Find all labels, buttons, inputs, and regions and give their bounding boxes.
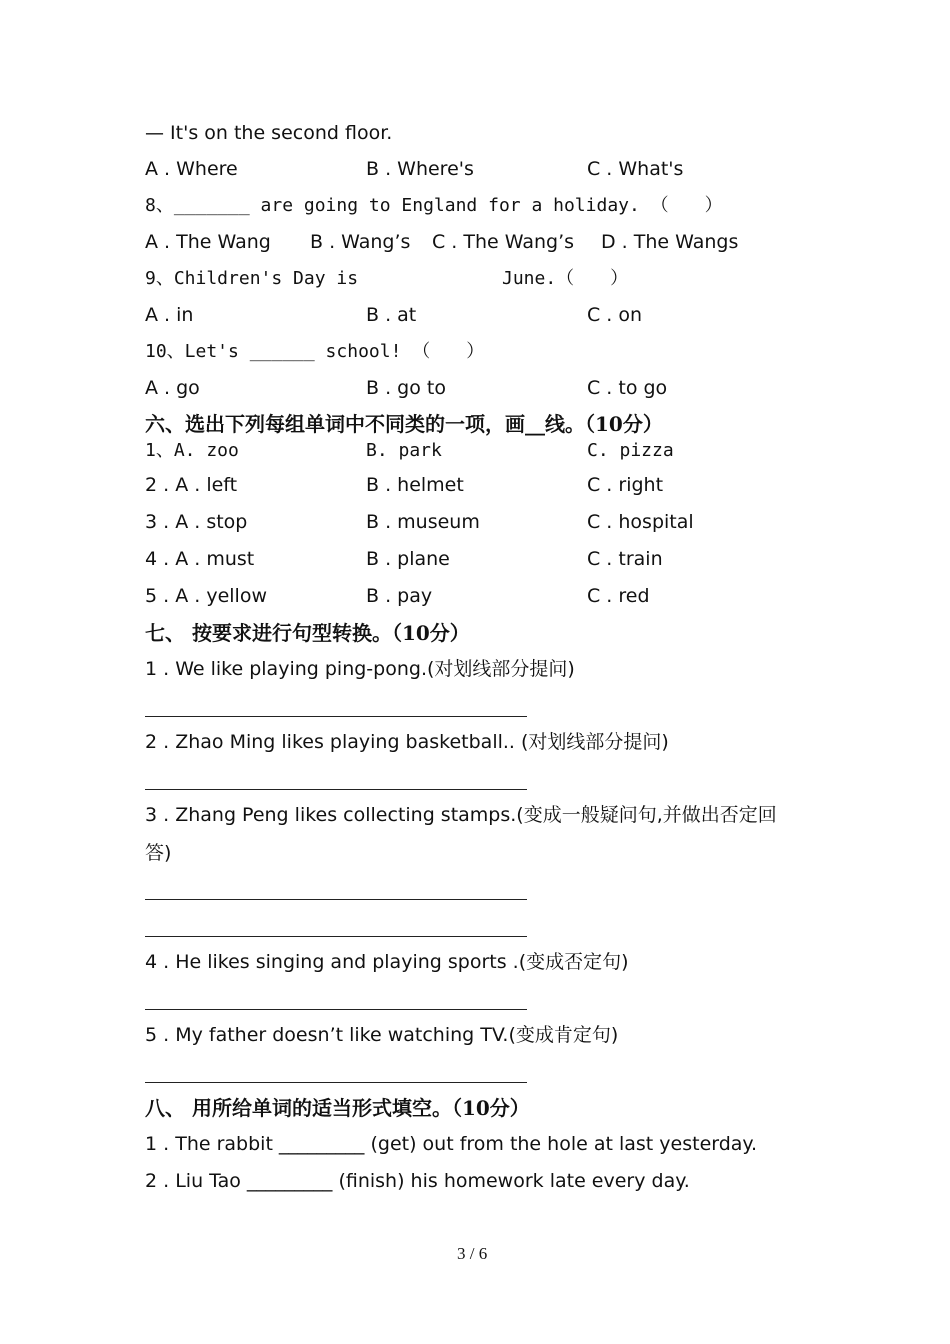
fill-item-2: 2 . Liu Tao _________ (finish) his homework late every day. <box>145 1170 690 1192</box>
word-option: 1、A. zoo <box>145 440 239 461</box>
option-a: A . in <box>145 304 194 326</box>
section-6-heading: 六、选出下列每组单词中不同类的一项，画__线。（10分） <box>145 412 663 436</box>
option-c: C . What's <box>587 158 684 180</box>
option-d: D . The Wangs <box>601 231 739 253</box>
word-option: B . helmet <box>366 474 464 496</box>
answer-line[interactable] <box>145 1009 527 1010</box>
transform-item-1: 1 . We like playing ping-pong.(对划线部分提问) <box>145 658 575 680</box>
option-c: C . The Wang’s <box>432 231 575 253</box>
page-number: 3 / 6 <box>457 1244 488 1263</box>
option-a: A . Where <box>145 158 238 180</box>
word-option: 5 . A . yellow <box>145 585 267 607</box>
answer-line[interactable] <box>145 716 527 717</box>
section-7-heading: 七、 按要求进行句型转换。（10分） <box>145 621 470 645</box>
word-option: 3 . A . stop <box>145 511 248 533</box>
option-b: B . Where's <box>366 158 474 180</box>
fill-item-1: 1 . The rabbit _________ (get) out from the hole at last yesterday. <box>145 1133 758 1155</box>
word-option: C . red <box>587 585 650 607</box>
option-b: B . at <box>366 304 417 326</box>
word-option: B. park <box>366 440 442 461</box>
transform-item-5: 5 . My father doesn’t like watching TV.(变成肯定句) <box>145 1024 619 1046</box>
transform-item-2: 2 . Zhao Ming likes playing basketball.. (对划线部分提问) <box>145 731 669 753</box>
option-b: B . go to <box>366 377 446 399</box>
word-option: B . plane <box>366 548 450 570</box>
section-8-heading: 八、 用所给单词的适当形式填空。（10分） <box>145 1096 530 1120</box>
word-option: 4 . A . must <box>145 548 255 570</box>
word-option: C . hospital <box>587 511 694 533</box>
word-option: C. pizza <box>587 440 674 461</box>
question-9: 9、Children's Day is <box>145 268 359 289</box>
word-option: B . pay <box>366 585 433 607</box>
option-c: C . on <box>587 304 643 326</box>
answer-line[interactable] <box>145 899 527 900</box>
question-10: 10、Let's ______ school! （ ） <box>145 341 485 362</box>
answer-line: — It's on the second floor. <box>145 122 393 144</box>
answer-line[interactable] <box>145 789 527 790</box>
transform-item-3: 3 . Zhang Peng likes collecting stamps.(变成一般疑问句,并做出否定回 <box>145 804 777 826</box>
option-a: A . go <box>145 377 200 399</box>
question-8: 8、_______ are going to England for a holiday. （ ） <box>145 195 723 216</box>
transform-item-3-cont: 答) <box>145 842 172 864</box>
answer-line[interactable] <box>145 1082 527 1083</box>
transform-item-4: 4 . He likes singing and playing sports .(变成否定句) <box>145 951 629 973</box>
option-a: A . The Wang <box>145 231 271 253</box>
option-b: B . Wang’s <box>310 231 411 253</box>
word-option: 2 . A . left <box>145 474 238 496</box>
word-option: C . train <box>587 548 663 570</box>
word-option: B . museum <box>366 511 480 533</box>
option-c: C . to go <box>587 377 668 399</box>
answer-line[interactable] <box>145 936 527 937</box>
word-option: C . right <box>587 474 664 496</box>
question-9-end: June.（ ） <box>502 268 629 289</box>
